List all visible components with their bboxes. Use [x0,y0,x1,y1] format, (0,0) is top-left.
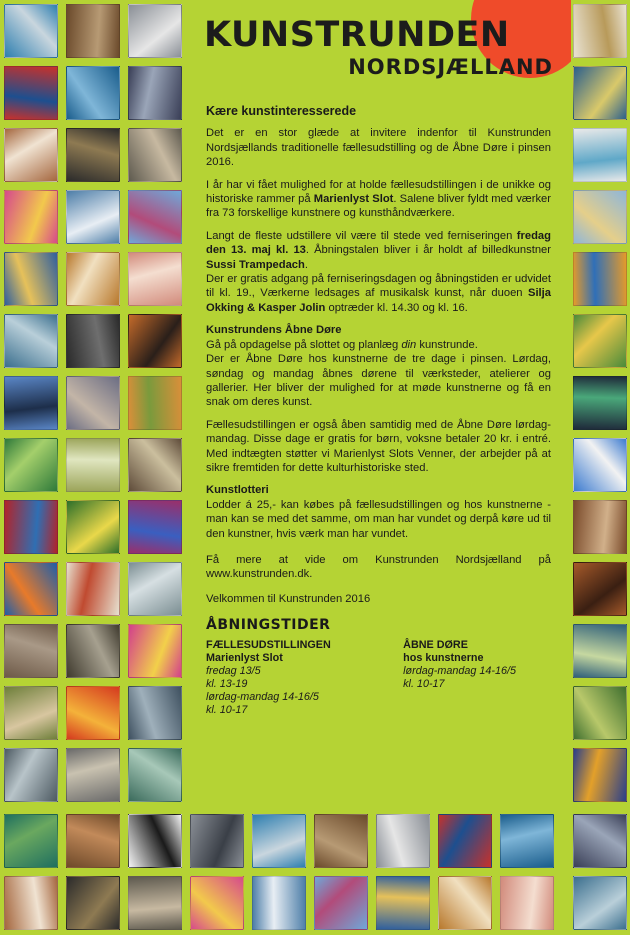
artwork-thumbnail [573,4,627,58]
artwork-thumbnail [376,876,430,930]
artwork-thumbnail [128,128,182,182]
letter-content [206,104,551,717]
artwork-thumbnail [128,500,182,554]
artwork-thumbnail [573,66,627,120]
artwork-thumbnail [314,814,368,868]
artwork-thumbnail [4,624,58,678]
artwork-thumbnail [4,500,58,554]
exhibition-hours-place: Marienlyst Slot [206,651,283,664]
artwork-thumbnail [4,128,58,182]
venue-name: Marienlyst Slot [313,193,394,206]
music-duo-name: Silja Okking & Kasper Jolin [206,287,551,314]
artwork-thumbnail [128,876,182,930]
artwork-thumbnail [573,500,627,554]
artwork-thumbnail [4,876,58,930]
artwork-thumbnail [128,314,182,368]
opening-hours-columns [206,639,551,717]
artwork-thumbnail [66,376,120,430]
website-paragraph: Få mere at vide om Kunstrunden Nordsjælland på www.kunstrunden.dk. [206,553,551,581]
artwork-thumbnail [66,686,120,740]
exhibition-hours-line: lørdag-mandag 14-16/5 [206,690,319,703]
artwork-thumbnail [376,814,430,868]
artwork-thumbnail [573,686,627,740]
artwork-thumbnail [4,748,58,802]
open-doors-hours-line: lørdag-mandag 14-16/5 [403,664,516,677]
artwork-thumbnail [4,438,58,492]
artwork-thumbnail [573,748,627,802]
artwork-thumbnail [66,4,120,58]
open-doors-paragraph-2: Der er Åbne Døre hos kunstnerne de tre dage i pinsen. Lørdag, søndag og mandag åbnes dørene til værksteder, atelierer og gallerier. Her bliver der mulighed for at møde kunstnerne og få en snak om deres kunst. [206,353,551,409]
artwork-thumbnail [4,4,58,58]
artwork-thumbnail [190,876,244,930]
artwork-thumbnail [190,814,244,868]
exhibition-hours-title: FÆLLESUDSTILLINGEN [206,638,331,651]
artwork-thumbnail [500,814,554,868]
artwork-thumbnail [252,814,306,868]
artwork-thumbnail [128,252,182,306]
artwork-thumbnail [128,376,182,430]
artwork-thumbnail [438,814,492,868]
artwork-thumbnail [4,814,58,868]
artwork-thumbnail [66,66,120,120]
exhibition-hours [206,639,403,717]
artwork-thumbnail [128,814,182,868]
artwork-thumbnail [500,876,554,930]
artwork-thumbnail [66,190,120,244]
artwork-thumbnail [66,314,120,368]
intro-paragraph-4: Der er gratis adgang på ferniseringsdagen og åbningstiden er udvidet til kl. 19., Værkerne ledsages af musikalsk kunst, når duoen Silja Okking & Kasper Jolin optræder kl. 14.30 og kl. 16. [206,273,551,314]
lottery-heading: Kunstlotteri [206,484,269,497]
artwork-thumbnail [128,66,182,120]
artwork-thumbnail [66,438,120,492]
artwork-thumbnail [4,190,58,244]
page-subtitle: NORDSJÆLLAND [348,55,553,79]
open-doors-paragraph-3: Fællesudstillingen er også åben samtidig med de Åbne Døre lørdag-mandag. Disse dage er gratis for børn, voksne betaler 20 kr. i entré. Med indtægten støtter vi Marienlyst Slots Venner, der arbejder på at sikre fremtiden for dette kulturhistoriske sted. [206,418,551,474]
artwork-thumbnail [252,876,306,930]
artwork-thumbnail [4,376,58,430]
artwork-thumbnail [573,376,627,430]
artwork-thumbnail [573,876,627,930]
artwork-thumbnail [4,66,58,120]
open-doors-paragraph-1: Gå på opdagelse på slottet og planlæg din kunstrunde. [206,338,478,351]
intro-paragraph-3: Langt de fleste udstillere vil være til stede ved ferniseringen fredag den 13. maj kl. 13. Åbningstalen bliver i år holdt af billedkunstner Sussi Trampedach. [206,229,552,271]
intro-paragraph-2: I år har vi fået mulighed for at holde fællesudstillingen i de unikke og historiske rammer på Marienlyst Slot. Salene bliver fyldt med værker fra 73 forskellige kunstnere og kunsthåndværkere. [206,178,552,220]
artwork-thumbnail [66,500,120,554]
artwork-thumbnail [128,438,182,492]
artwork-thumbnail [66,876,120,930]
page-title: KUNSTRUNDEN [204,15,510,55]
artwork-thumbnail [4,686,58,740]
artwork-thumbnail [4,252,58,306]
greeting-heading: Kære kunstinteresserede [206,104,357,118]
open-doors-hours-place: hos kunstnerne [403,651,484,664]
exhibition-hours-line: fredag 13/5 [206,664,261,677]
open-doors-hours-line: kl. 10-17 [403,677,445,690]
artwork-thumbnail [128,624,182,678]
artwork-thumbnail [66,562,120,616]
lottery-paragraph: Lodder á 25,- kan købes på fællesudstillingen og hos kunstnerne - man kan se med det samme, om man har vundet og derpå køre ud til den kunstner, hvis værk man har vundet. [206,498,551,540]
artwork-thumbnail [128,4,182,58]
speaker-name: Sussi Trampedach [206,258,305,271]
vernissage-date: fredag den 13. maj kl. 13 [206,229,551,257]
artwork-thumbnail [573,314,627,368]
artwork-thumbnail [128,686,182,740]
exhibition-hours-line: kl. 10-17 [206,703,248,716]
artwork-thumbnail [128,748,182,802]
artwork-thumbnail [66,624,120,678]
opening-hours-heading: ÅBNINGSTIDER [206,617,331,634]
artwork-thumbnail [573,438,627,492]
artwork-thumbnail [4,562,58,616]
artwork-thumbnail [573,562,627,616]
intro-paragraph-1: Det er en stor glæde at invitere indenfor til Kunstrunden Nordsjællands traditionelle fællesudstilling og de Åbne Døre i pinsen 2016. [206,127,551,169]
invitation-panel [186,0,571,810]
exhibition-hours-line: kl. 13-19 [206,677,248,690]
open-doors-hours-title: ÅBNE DØRE [403,638,468,651]
artwork-thumbnail [66,814,120,868]
artwork-thumbnail [573,128,627,182]
artwork-thumbnail [128,190,182,244]
artwork-thumbnail [4,314,58,368]
artwork-thumbnail [314,876,368,930]
artwork-thumbnail [66,748,120,802]
artwork-thumbnail [573,190,627,244]
open-doors-hours [403,639,551,717]
welcome-line: Velkommen til Kunstrunden 2016 [206,592,371,605]
artwork-thumbnail [438,876,492,930]
artwork-thumbnail [66,128,120,182]
artwork-thumbnail [573,814,627,868]
open-doors-heading: Kunstrundens Åbne Døre [206,324,342,337]
artwork-thumbnail [573,252,627,306]
artwork-thumbnail [573,624,627,678]
artwork-thumbnail [66,252,120,306]
artwork-thumbnail [128,562,182,616]
